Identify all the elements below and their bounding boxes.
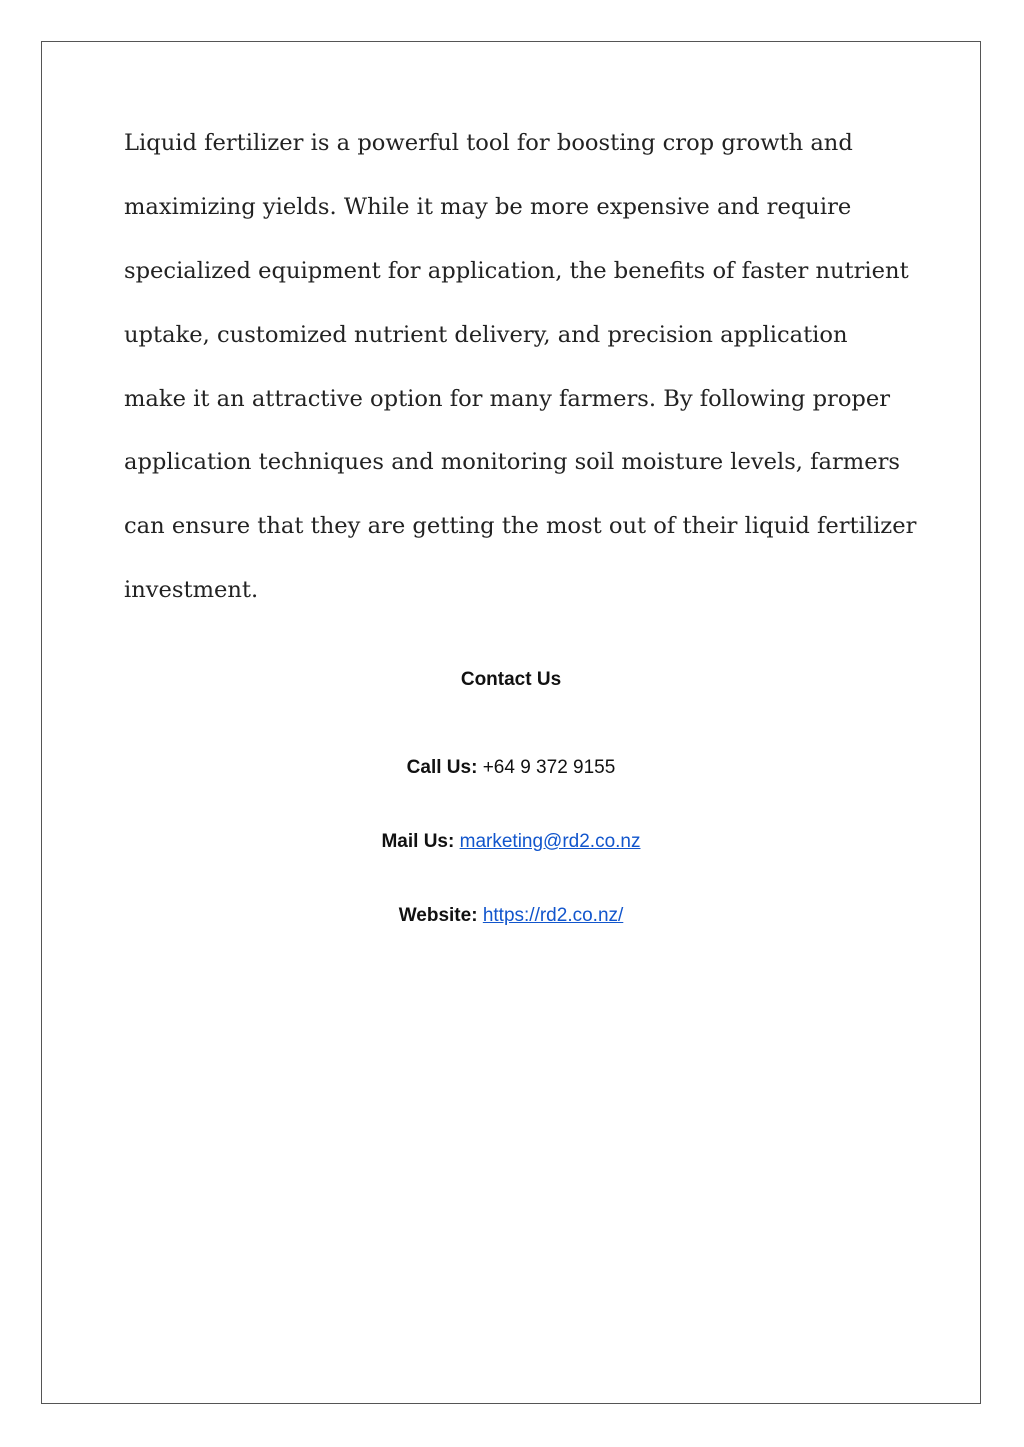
paragraph-line: application techniques and monitoring soil moisture levels, farmers	[124, 449, 900, 476]
contact-website-row	[41, 904, 981, 928]
contact-email-row	[41, 830, 981, 854]
phone-number: +64 9 372 9155	[482, 757, 616, 778]
email-label: Mail Us:	[381, 831, 455, 852]
paragraph-line: can ensure that they are getting the most out of their liquid fertilizer	[124, 513, 917, 540]
phone-label: Call Us:	[406, 757, 478, 778]
website-label: Website:	[398, 905, 478, 926]
website-link[interactable]: https://rd2.co.nz/	[482, 905, 624, 926]
paragraph-line: specialized equipment for application, the benefits of faster nutrient	[124, 257, 909, 284]
paragraph-line: Liquid fertilizer is a powerful tool for boosting crop growth and	[124, 130, 853, 156]
email-link[interactable]: marketing@rd2.co.nz	[459, 831, 641, 852]
paragraph-line: investment.	[124, 577, 259, 604]
paragraph-line: make it an attractive option for many farmers. By following proper	[124, 385, 891, 412]
contact-heading: Contact Us	[460, 669, 562, 690]
paragraph-line: uptake, customized nutrient delivery, and precision application	[124, 321, 848, 348]
body-paragraph	[124, 112, 917, 623]
contact-phone-row	[41, 756, 981, 780]
paragraph-line: maximizing yields. While it may be more expensive and require	[124, 193, 852, 220]
